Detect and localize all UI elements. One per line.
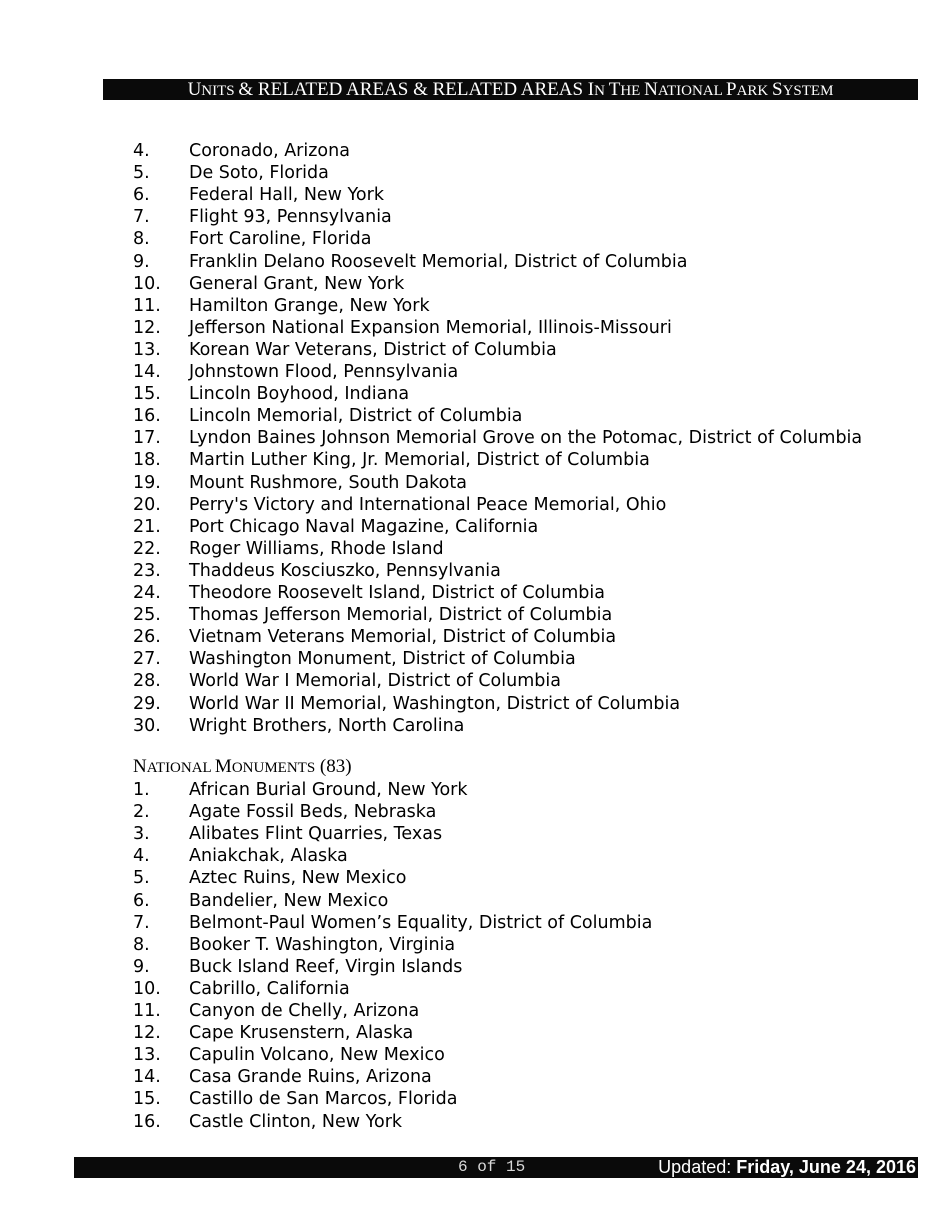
list-item-text: Bandelier, New Mexico [189,890,389,911]
header-title-part: ARK [736,83,772,99]
list-item-text: Franklin Delano Roosevelt Memorial, District of Columbia [189,251,688,272]
heading-rest-onuments: ONUMENTS [231,760,316,776]
list-item-text: Castle Clinton, New York [189,1111,403,1132]
section-heading-national-monuments [133,756,352,778]
list-item-number: 7. [133,207,150,228]
list-item-text: Korean War Veterans, District of Columbia [189,339,557,360]
heading-initial-m: M [214,756,232,777]
list-item-text: World War I Memorial, District of Columbia [189,671,561,692]
list-item-number: 8. [133,229,150,250]
list-item-number: 3. [133,824,150,845]
list-item-text: Port Chicago Naval Magazine, California [189,516,539,537]
list-item-text: Casa Grande Ruins, Arizona [189,1067,432,1088]
list-item-text: Castillo de San Marcos, Florida [189,1089,458,1110]
list-item-text: Mount Rushmore, South Dakota [189,472,467,493]
list-item-text: World War II Memorial, Washington, District of Columbia [189,693,681,714]
header-title-part: S [772,79,783,100]
list-item-text: Agate Fossil Beds, Nebraska [189,802,437,823]
list-item-number: 6. [133,185,150,206]
list-item-number: 13. [133,1045,161,1066]
list-item-text: Federal Hall, New York [189,185,384,206]
list-item-text: Cabrillo, California [189,978,350,999]
header-title-part: YSTEM [782,83,834,99]
list-item-number: 15. [133,384,161,405]
list-item-number: 11. [133,295,161,316]
list-item-text: Thomas Jefferson Memorial, District of Columbia [189,605,613,626]
list-item-text: Fort Caroline, Florida [189,229,372,250]
list-item-number: 18. [133,450,161,471]
list-item-text: Vietnam Veterans Memorial, District of Columbia [189,627,617,648]
header-title-part: U [187,79,202,100]
list-item-text: Wright Brothers, North Carolina [189,715,465,736]
header-title [187,79,834,100]
list-item-text: Aztec Ruins, New Mexico [189,868,407,889]
list-item-number: 13. [133,339,161,360]
list-item-number: 9. [133,956,150,977]
list-item-number: 4. [133,846,150,867]
list-item-number: 11. [133,1001,161,1021]
list-item-number: 19. [133,472,161,493]
list-item-text: Johnstown Flood, Pennsylvania [189,362,459,382]
list-item-number: 28. [133,671,161,692]
list-item-number: 4. [133,141,150,161]
list-item-number: 6. [133,890,150,911]
list-item-number: 21. [133,516,161,537]
heading-count: (83) [315,756,352,777]
list-item-text: Cape Krusenstern, Alaska [189,1023,414,1044]
list-item-number: 27. [133,649,161,670]
list-item-text: Buck Island Reef, Virgin Islands [189,956,463,977]
list-item-text: Lincoln Memorial, District of Columbia [189,406,523,427]
list-item-number: 1. [133,780,150,800]
list-item-number: 15. [133,1089,161,1110]
list-item-number: 16. [133,406,161,427]
list-item-text: Capulin Volcano, New Mexico [189,1045,445,1066]
list-item-number: 5. [133,163,150,184]
list-item-text: Canyon de Chelly, Arizona [189,1001,420,1021]
list-item-number: 5. [133,868,150,889]
heading-initial-n: N [133,756,147,777]
header-title-part: ATIONAL [657,83,726,99]
header-title-part: P [726,79,737,100]
list-item-text: Lyndon Baines Johnson Memorial Grove on the Potomac, District of Columbia [189,428,863,449]
list-item-text: Roger Williams, Rhode Island [189,538,444,559]
list-item-text: Alibates Flint Quarries, Texas [189,824,443,845]
header-title-part: N [644,79,658,100]
header-title-part: & RELATED AREAS & RELATED AREAS [238,79,588,100]
list-item-text: Perry's Victory and International Peace Memorial, Ohio [189,494,667,515]
list-item-number: 9. [133,251,150,272]
list-item-number: 23. [133,560,161,581]
list-item-number: 12. [133,1023,161,1044]
list-item-number: 22. [133,538,161,559]
updated-date [658,1157,916,1178]
list-item-number: 17. [133,428,161,449]
list-item-number: 2. [133,802,150,823]
list-item-number: 7. [133,912,150,933]
page-header [103,79,918,100]
list-item-text: Hamilton Grange, New York [189,295,430,316]
page-footer [74,1157,918,1178]
header-title-part: I [587,79,595,100]
list-item-text: De Soto, Florida [189,163,329,184]
list-item-number: 10. [133,273,161,294]
list-item-text: Martin Luther King, Jr. Memorial, District of Columbia [189,450,650,471]
list-item-text: Coronado, Arizona [189,141,350,161]
list-item-number: 14. [133,362,161,382]
header-title-part: N [594,83,609,99]
list-item-text: African Burial Ground, New York [189,780,468,800]
updated-label: Updated: [658,1157,737,1177]
list-item-number: 16. [133,1111,161,1132]
list-item-number: 26. [133,627,161,648]
list-item-text: Aniakchak, Alaska [189,846,348,867]
list-item-text: Theodore Roosevelt Island, District of Columbia [189,583,605,603]
list-item-number: 14. [133,1067,161,1088]
list-item-number: 25. [133,605,161,626]
header-title-part: NITS [201,83,239,99]
list-item-text: Flight 93, Pennsylvania [189,207,392,228]
page-number: 6 of 15 [458,1158,526,1176]
list-item-number: 30. [133,715,161,736]
list-item-number: 12. [133,317,161,338]
list-item-number: 24. [133,583,161,603]
list-item-text: Jefferson National Expansion Memorial, Illinois-Missouri [189,317,672,338]
list-item-text: Washington Monument, District of Columbia [189,649,576,670]
heading-rest-ational: ATIONAL [146,760,215,776]
list-item-text: Lincoln Boyhood, Indiana [189,384,410,405]
list-item-text: Booker T. Washington, Virginia [189,934,456,955]
list-item-text: Thaddeus Kosciuszko, Pennsylvania [189,560,501,581]
header-title-part: T [608,79,621,100]
list-item-number: 10. [133,978,161,999]
list-item-number: 8. [133,934,150,955]
list-item-number: 20. [133,494,161,515]
list-item-number: 29. [133,693,161,714]
header-title-part: HE [620,83,645,99]
updated-date-value: Friday, June 24, 2016 [736,1157,916,1177]
list-item-text: Belmont-Paul Women’s Equality, District of Columbia [189,912,653,933]
list-item-text: General Grant, New York [189,273,405,294]
